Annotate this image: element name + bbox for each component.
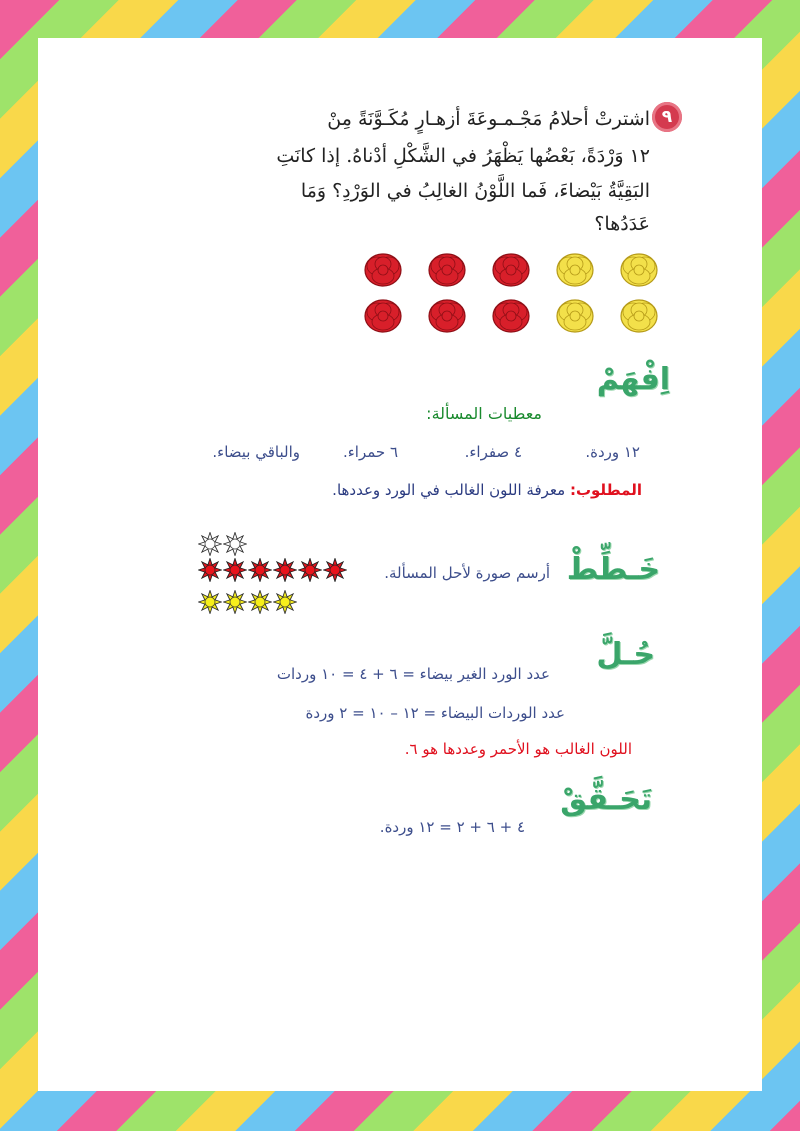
solve-line-2: عدد الوردات البيضاء = ١٢ – ١٠ = ٢ وردة [305, 704, 565, 722]
understand-heading: اِفْهَمْ [596, 362, 670, 397]
white-flower-star-icon [198, 532, 222, 556]
red-rose-icon [426, 250, 468, 290]
question-line-4: عَدَدُها؟ [594, 213, 650, 235]
red-rose-icon [362, 250, 404, 290]
yellow-rose-icon [554, 250, 596, 290]
question-line-3: البَقِيَّةُ بَيْضاءَ، فَما اللَّوْنُ الغالِبُ في الوَرْدِ؟ وَمَا [300, 180, 650, 202]
required-text: معرفة اللون الغالب في الورد وعددها. [332, 481, 566, 499]
yellow-flower-star-icon [248, 590, 272, 614]
yellow-rose-icon [618, 250, 660, 290]
red-rose-icon [426, 296, 468, 336]
white-flower-star-icon [223, 532, 247, 556]
yellow-flower-star-icon [223, 590, 247, 614]
red-flower-star-icon [248, 558, 272, 582]
yellow-flower-star-icon [198, 590, 222, 614]
solve-line-1: عدد الورد الغير بيضاء = ٦ + ٤ = ١٠ وردات [276, 665, 550, 683]
given-white: والباقي بيضاء. [212, 443, 300, 461]
yellow-flower-star-icon [273, 590, 297, 614]
question-line-1: اشترتْ أحلامُ مَجْـمـوعَةَ أزهـارٍ مُكَـوَّنَةً مِنْ [327, 108, 650, 130]
check-heading: تَحَـقَّقْ [560, 782, 652, 817]
red-rose-icon [490, 250, 532, 290]
given-red: ٦ حمراء. [342, 443, 398, 461]
solve-heading: حُـلَّ [596, 637, 655, 672]
red-rose-icon [362, 296, 404, 336]
red-rose-icon [490, 296, 532, 336]
required-label: المطلوب: [569, 481, 642, 499]
givens-label: معطيات المسألة: [426, 404, 542, 423]
red-flower-star-icon [273, 558, 297, 582]
solve-answer: اللون الغالب هو الأحمر وعددها هو ٦. [404, 740, 632, 758]
given-total: ١٢ وردة. [585, 443, 640, 461]
yellow-rose-icon [554, 296, 596, 336]
red-flower-star-icon [298, 558, 322, 582]
given-yellow: ٤ صفراء. [464, 443, 522, 461]
red-flower-star-icon [198, 558, 222, 582]
question-number-badge: ٩ [652, 102, 682, 132]
required-line [332, 481, 642, 499]
red-flower-star-icon [323, 558, 347, 582]
question-line-2: ١٢ وَرْدَةً، بَعْضُها يَظْهَرُ في الشَّكْلِ أدْناهُ. إذا كانَتِ [276, 145, 650, 167]
check-text: ٤ + ٦ + ٢ = ١٢ وردة. [379, 818, 525, 836]
red-flower-star-icon [223, 558, 247, 582]
yellow-rose-icon [618, 296, 660, 336]
plan-heading: خَـطِّطْ [566, 552, 660, 587]
plan-text: أرسم صورة لأحل المسألة. [384, 564, 550, 582]
